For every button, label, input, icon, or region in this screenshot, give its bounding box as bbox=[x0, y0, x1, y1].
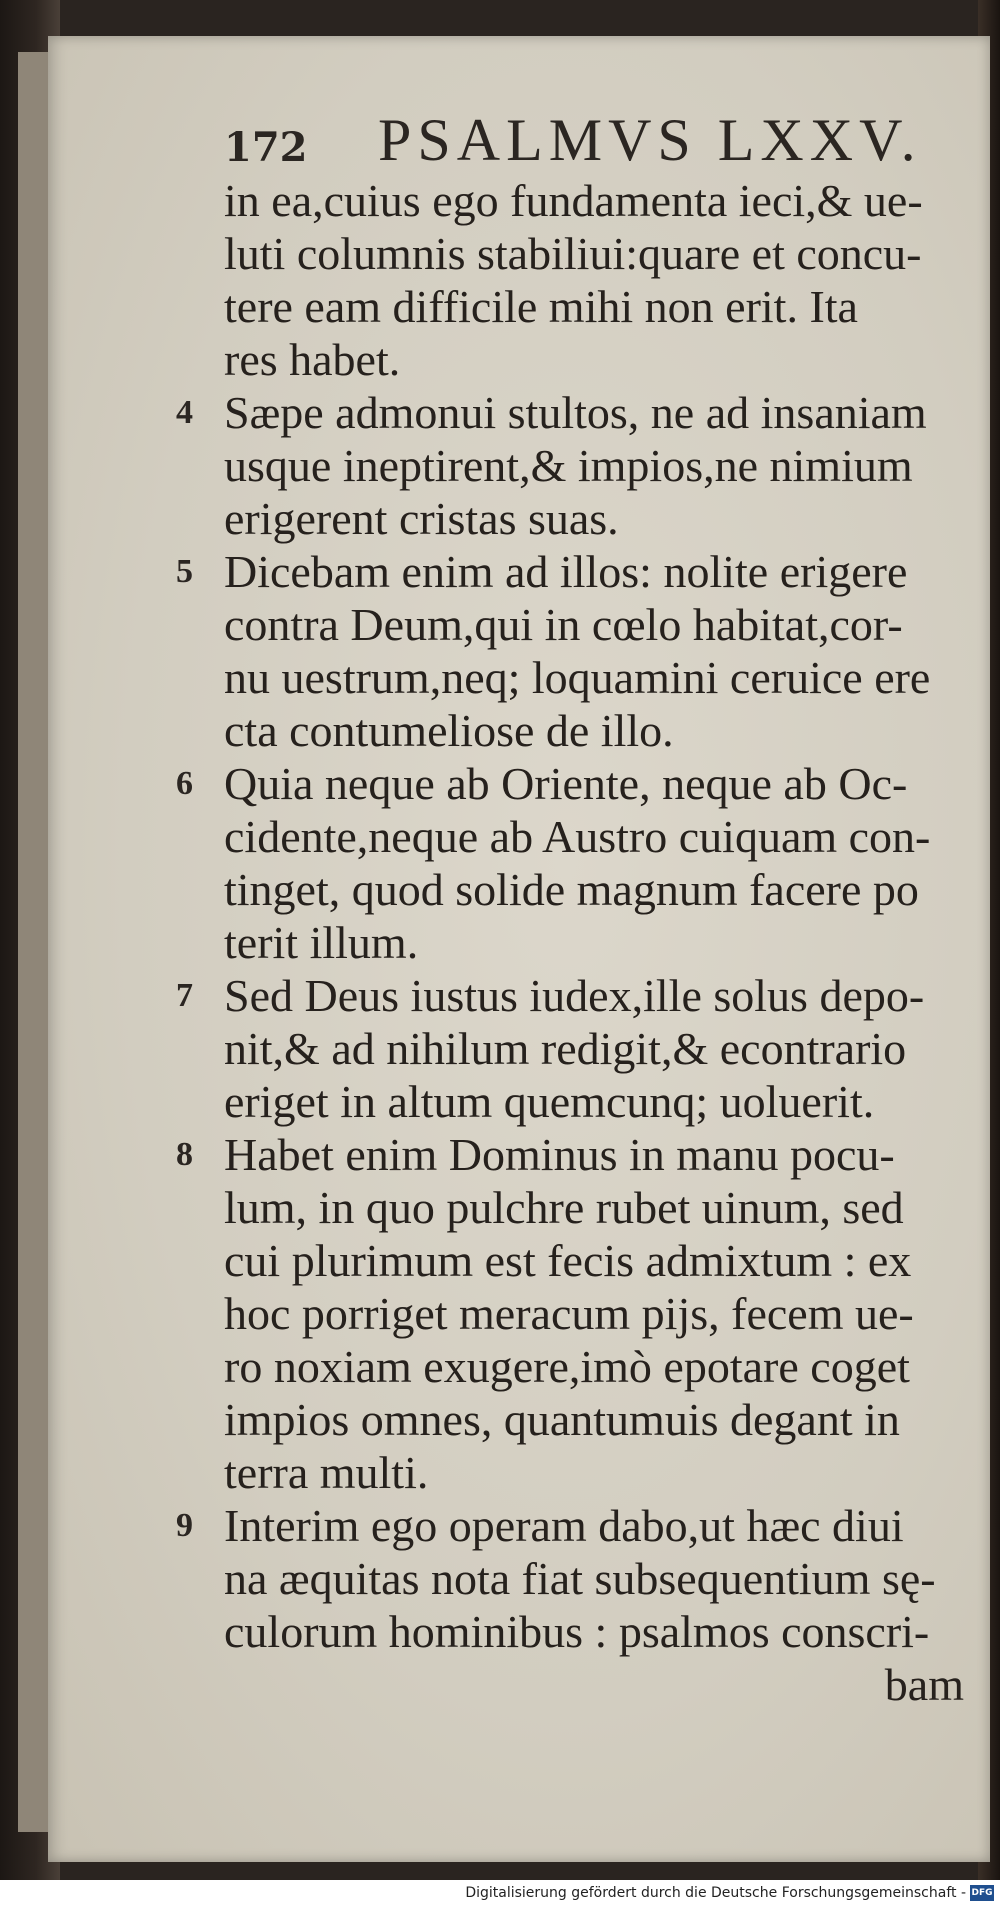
text-line bbox=[224, 492, 984, 545]
text-line bbox=[176, 1128, 984, 1181]
text-line bbox=[176, 969, 984, 1022]
line-text: luti columnis stabiliui:quare et concu- bbox=[224, 228, 922, 279]
verse-number: 8 bbox=[176, 1136, 193, 1173]
line-text: Interim ego operam dabo,ut hæc diui bbox=[224, 1500, 904, 1551]
text-line bbox=[224, 863, 984, 916]
dfg-logo: DFG bbox=[970, 1885, 994, 1901]
text-line bbox=[224, 1393, 984, 1446]
line-text: tinget, quod solide magnum facere po bbox=[224, 864, 919, 915]
line-text: res habet. bbox=[224, 334, 401, 385]
text-line bbox=[224, 1022, 984, 1075]
line-text: eriget in altum quemcunq; uoluerit. bbox=[224, 1076, 875, 1127]
line-text: in ea,cuius ego fundamenta ieci,& ue- bbox=[224, 175, 923, 226]
text-line bbox=[224, 704, 984, 757]
verse-number: 6 bbox=[176, 765, 193, 802]
line-text: cta contumeliose de illo. bbox=[224, 705, 674, 756]
text-line bbox=[176, 757, 984, 810]
line-text: Sæpe admonui stultos, ne ad insaniam bbox=[224, 387, 927, 438]
page-number: 172 bbox=[224, 124, 308, 171]
line-text: ro noxiam exugere,imò epotare coget bbox=[224, 1341, 910, 1392]
book-page bbox=[48, 36, 990, 1862]
text-line bbox=[224, 598, 984, 651]
line-text: terra multi. bbox=[224, 1447, 429, 1498]
line-text: Habet enim Dominus in manu pocu- bbox=[224, 1129, 895, 1180]
verse-number: 7 bbox=[176, 977, 193, 1014]
line-text: usque ineptirent,& impios,ne nimium bbox=[224, 440, 913, 491]
text-line bbox=[224, 1287, 984, 1340]
text-line bbox=[224, 227, 984, 280]
line-text: hoc porriget meracum pijs, fecem ue- bbox=[224, 1288, 914, 1339]
text-line bbox=[224, 1658, 984, 1711]
line-text: culorum hominibus : psalmos conscri- bbox=[224, 1606, 930, 1657]
text-line bbox=[224, 1340, 984, 1393]
line-text: tere eam difficile mihi non erit. Ita bbox=[224, 281, 858, 332]
text-line bbox=[224, 1075, 984, 1128]
line-text: contra Deum,qui in cœlo habitat,cor- bbox=[224, 599, 903, 650]
text-line bbox=[224, 810, 984, 863]
line-text: nu uestrum,neq; loquamini ceruice ere bbox=[224, 652, 931, 703]
line-text: Quia neque ab Oriente, neque ab Oc- bbox=[224, 758, 908, 809]
text-line bbox=[224, 280, 984, 333]
verse-number: 5 bbox=[176, 553, 193, 590]
text-line bbox=[224, 1234, 984, 1287]
line-text: na æquitas nota fiat subsequentium sę- bbox=[224, 1553, 936, 1604]
text-line bbox=[224, 1446, 984, 1499]
digitization-footer bbox=[0, 1880, 1000, 1907]
line-text: Sed Deus iustus iudex,ille solus depo- bbox=[224, 970, 925, 1021]
text-line bbox=[224, 333, 984, 386]
text-line bbox=[176, 1499, 984, 1552]
line-text: cidente,neque ab Austro cuiquam con- bbox=[224, 811, 931, 862]
page-header bbox=[48, 36, 990, 173]
psalm-text-block bbox=[176, 174, 984, 1711]
line-text: Dicebam enim ad illos: nolite erigere bbox=[224, 546, 908, 597]
line-text: bam bbox=[884, 1659, 964, 1710]
text-line bbox=[224, 651, 984, 704]
footer-credit: Digitalisierung gefördert durch die Deutsche Forschungsgemeinschaft - bbox=[465, 1885, 966, 1901]
text-line bbox=[224, 174, 984, 227]
text-line bbox=[224, 916, 984, 969]
text-line bbox=[224, 1605, 984, 1658]
line-text: cui plurimum est fecis admixtum : ex bbox=[224, 1235, 912, 1286]
verse-number: 4 bbox=[176, 394, 193, 431]
line-text: terit illum. bbox=[224, 917, 419, 968]
verse-number: 9 bbox=[176, 1507, 193, 1544]
running-title: PSALMVS LXXV. bbox=[378, 107, 922, 173]
line-text: nit,& ad nihilum redigit,& econtrario bbox=[224, 1023, 907, 1074]
text-line bbox=[224, 439, 984, 492]
line-text: lum, in quo pulchre rubet uinum, sed bbox=[224, 1182, 904, 1233]
text-line bbox=[176, 386, 984, 439]
text-line bbox=[176, 545, 984, 598]
text-line bbox=[224, 1181, 984, 1234]
line-text: impios omnes, quantumuis degant in bbox=[224, 1394, 900, 1445]
text-line bbox=[224, 1552, 984, 1605]
line-text: erigerent cristas suas. bbox=[224, 493, 619, 544]
